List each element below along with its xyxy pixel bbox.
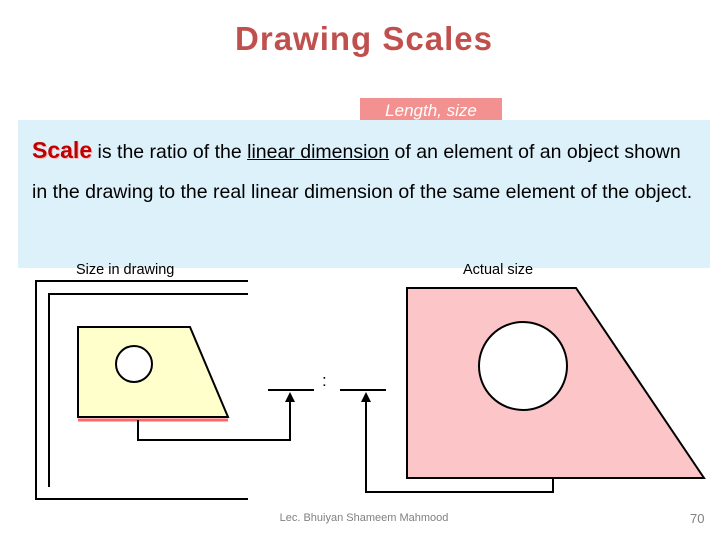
definition-part2: of an element of an object shown in the drawing to the real linear dimension of the same element of the object. <box>32 141 693 203</box>
leader-line-right <box>361 392 553 492</box>
page-title: Drawing Scales <box>235 20 493 57</box>
label-actual-size: Actual size <box>463 262 534 278</box>
definition-underlined-term: linear dimension <box>247 141 390 163</box>
definition-part1: is the ratio of the <box>92 141 248 163</box>
ratio-separator: : <box>322 371 327 390</box>
circle-hole-large <box>479 322 567 410</box>
trapezoid-shape-small <box>78 327 228 420</box>
drawing-frame <box>36 281 248 499</box>
trapezoid-shape-large <box>407 288 704 478</box>
page-number: 70 <box>690 511 705 526</box>
footer-credit: Lec. Bhuiyan Shameem Mahmood <box>279 512 449 524</box>
definition-text <box>32 130 700 212</box>
circle-hole-small <box>116 346 152 382</box>
label-size-in-drawing: Size in drawing <box>76 262 175 278</box>
leader-line-left <box>138 392 295 440</box>
callout-label-length-size: Length, size <box>360 98 502 124</box>
definition-keyword: Scale <box>32 137 93 163</box>
